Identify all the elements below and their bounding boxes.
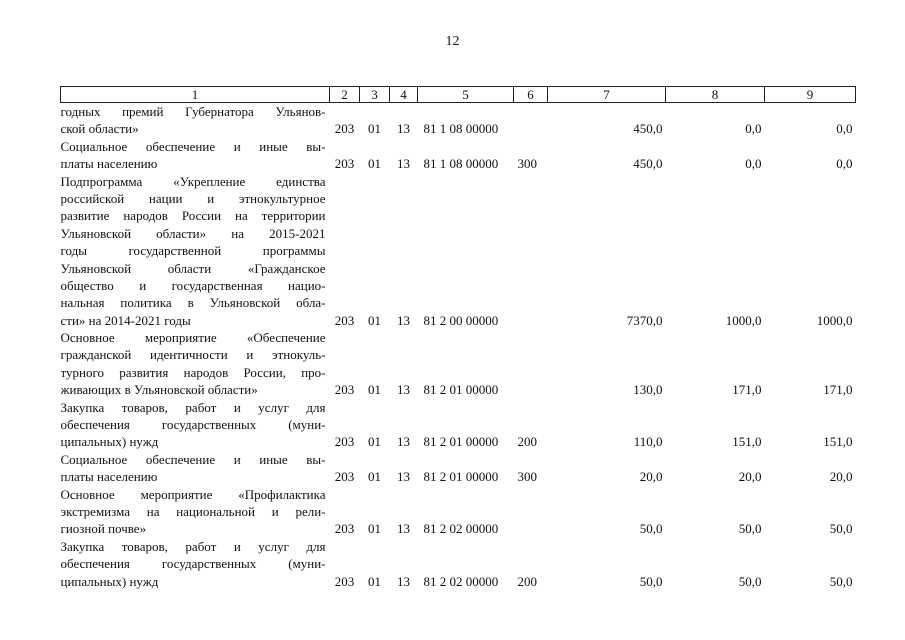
admin-code-cell: 203	[334, 312, 355, 328]
admin-code-cell: 203	[334, 469, 355, 485]
item-name-line: гиозной почве»	[60, 521, 147, 537]
amount-year-3-cell: 151,0	[823, 434, 853, 450]
admin-code-cell: 203	[334, 434, 355, 450]
table-row	[61, 451, 856, 486]
item-name-cell	[61, 138, 330, 173]
subsection-code-cell: 13	[397, 382, 410, 398]
section-code-cell: 01	[368, 382, 381, 398]
expense-type-cell: 200	[517, 573, 537, 589]
header-col-1: 1	[61, 87, 330, 103]
subsection-code-cell: 13	[397, 521, 410, 537]
header-col-5: 5	[418, 87, 514, 103]
expense-type-cell: 300	[517, 469, 537, 485]
amount-year-1-cell: 50,0	[639, 521, 663, 537]
section-code-cell: 01	[368, 573, 381, 589]
section-code-cell: 01	[368, 434, 381, 450]
item-name-line: ципальных) нужд	[60, 573, 159, 589]
item-name-line: Социальное обеспечение и иные вы-	[60, 138, 326, 154]
amount-year-2-cell: 20,0	[738, 469, 762, 485]
header-col-8: 8	[666, 87, 765, 103]
amount-year-1-cell: 130,0	[633, 382, 663, 398]
item-name-cell	[61, 173, 330, 330]
item-name-line: российской нации и этнокультурное	[60, 190, 326, 206]
item-name-cell	[61, 329, 330, 399]
amount-year-2-cell: 0,0	[745, 156, 762, 172]
target-article-cell: 81 1 08 00000	[423, 156, 499, 172]
amount-year-2-cell: 50,0	[738, 521, 762, 537]
target-article-cell: 81 1 08 00000	[423, 121, 499, 137]
amount-year-1-cell: 50,0	[639, 573, 663, 589]
item-name-line: годных премий Губернатора Ульянов-	[60, 104, 326, 119]
amount-year-3-cell: 0,0	[836, 156, 853, 172]
expense-type-cell	[514, 486, 548, 538]
budget-table	[60, 86, 856, 590]
table-row	[61, 138, 856, 173]
item-name-line: гражданской идентичности и этнокуль-	[60, 347, 326, 363]
amount-year-2-cell: 151,0	[732, 434, 762, 450]
amount-year-1-cell: 450,0	[633, 121, 663, 137]
item-name-cell	[61, 486, 330, 538]
page-number: 12	[445, 34, 460, 49]
subsection-code-cell: 13	[397, 434, 410, 450]
subsection-code-cell: 13	[397, 469, 410, 485]
item-name-line: Основное мероприятие «Профилактика	[60, 486, 326, 502]
item-name-line: годы государственной программы	[60, 243, 326, 259]
item-name-line: турного развития народов России, про-	[60, 364, 326, 380]
item-name-line: сти» на 2014-2021 годы	[60, 312, 191, 328]
item-name-cell	[61, 399, 330, 451]
amount-year-3-cell: 171,0	[823, 382, 853, 398]
target-article-cell: 81 2 01 00000	[423, 382, 499, 398]
item-name-line: Закупка товаров, работ и услуг для	[60, 538, 326, 554]
table-row	[61, 103, 856, 138]
target-article-cell: 81 2 02 00000	[423, 573, 499, 589]
header-col-4: 4	[390, 87, 418, 103]
table-body	[61, 103, 856, 590]
target-article-cell: 81 2 01 00000	[423, 434, 499, 450]
item-name-line: Подпрограмма «Укрепление единства	[60, 173, 326, 189]
item-name-line: обеспечения государственных (муни-	[60, 417, 326, 433]
header-col-9: 9	[765, 87, 856, 103]
amount-year-2-cell: 1000,0	[725, 312, 762, 328]
header-col-2: 2	[330, 87, 360, 103]
item-name-line: Закупка товаров, работ и услуг для	[60, 399, 326, 415]
subsection-code-cell: 13	[397, 121, 410, 137]
item-name-line: ципальных) нужд	[60, 434, 159, 450]
amount-year-1-cell: 7370,0	[626, 312, 663, 328]
target-article-cell: 81 2 02 00000	[423, 521, 499, 537]
item-name-line: Социальное обеспечение и иные вы-	[60, 451, 326, 467]
item-name-cell	[61, 103, 330, 138]
item-name-line: Ульяновской области» на 2015-2021	[60, 225, 326, 241]
amount-year-1-cell: 20,0	[639, 469, 663, 485]
header-col-3: 3	[360, 87, 390, 103]
table-row	[61, 486, 856, 538]
target-article-cell: 81 2 01 00000	[423, 469, 499, 485]
section-code-cell: 01	[368, 156, 381, 172]
admin-code-cell: 203	[334, 156, 355, 172]
expense-type-cell	[514, 173, 548, 330]
item-name-line: живающих в Ульяновской области»	[60, 382, 258, 398]
amount-year-2-cell: 50,0	[738, 573, 762, 589]
item-name-cell	[61, 451, 330, 486]
item-name-line: ской области»	[60, 121, 139, 137]
amount-year-1-cell: 110,0	[633, 434, 663, 450]
item-name-line: платы населению	[60, 469, 158, 485]
admin-code-cell: 203	[334, 521, 355, 537]
admin-code-cell: 203	[334, 382, 355, 398]
item-name-line: нальная политика в Ульяновской обла-	[60, 295, 326, 311]
subsection-code-cell: 13	[397, 312, 410, 328]
section-code-cell: 01	[368, 521, 381, 537]
table-row	[61, 173, 856, 330]
header-col-6: 6	[514, 87, 548, 103]
admin-code-cell: 203	[334, 121, 355, 137]
section-code-cell: 01	[368, 312, 381, 328]
item-name-cell	[61, 538, 330, 590]
amount-year-3-cell: 0,0	[836, 121, 853, 137]
amount-year-2-cell: 171,0	[732, 382, 762, 398]
amount-year-3-cell: 20,0	[829, 469, 853, 485]
section-code-cell: 01	[368, 469, 381, 485]
expense-type-cell	[514, 329, 548, 399]
amount-year-2-cell: 0,0	[745, 121, 762, 137]
item-name-line: Ульяновской области «Гражданское	[60, 260, 326, 276]
item-name-line: Основное мероприятие «Обеспечение	[60, 330, 326, 346]
amount-year-1-cell: 450,0	[633, 156, 663, 172]
amount-year-3-cell: 50,0	[829, 521, 853, 537]
table-row	[61, 538, 856, 590]
subsection-code-cell: 13	[397, 573, 410, 589]
target-article-cell: 81 2 00 00000	[423, 312, 499, 328]
header-col-7: 7	[548, 87, 666, 103]
amount-year-3-cell: 1000,0	[816, 312, 853, 328]
item-name-line: обеспечения государственных (муни-	[60, 556, 326, 572]
expense-type-cell	[514, 103, 548, 138]
item-name-line: экстремизма на национальной и рели-	[60, 503, 326, 519]
subsection-code-cell: 13	[397, 156, 410, 172]
admin-code-cell: 203	[334, 573, 355, 589]
amount-year-3-cell: 50,0	[829, 573, 853, 589]
table-row	[61, 329, 856, 399]
item-name-line: платы населению	[60, 156, 158, 172]
expense-type-cell: 200	[517, 434, 537, 450]
item-name-line: развитие народов России на территории	[60, 208, 326, 224]
item-name-line: общество и государственная нацио-	[60, 277, 326, 293]
section-code-cell: 01	[368, 121, 381, 137]
expense-type-cell: 300	[517, 156, 537, 172]
table-row	[61, 399, 856, 451]
table-header	[61, 87, 856, 103]
